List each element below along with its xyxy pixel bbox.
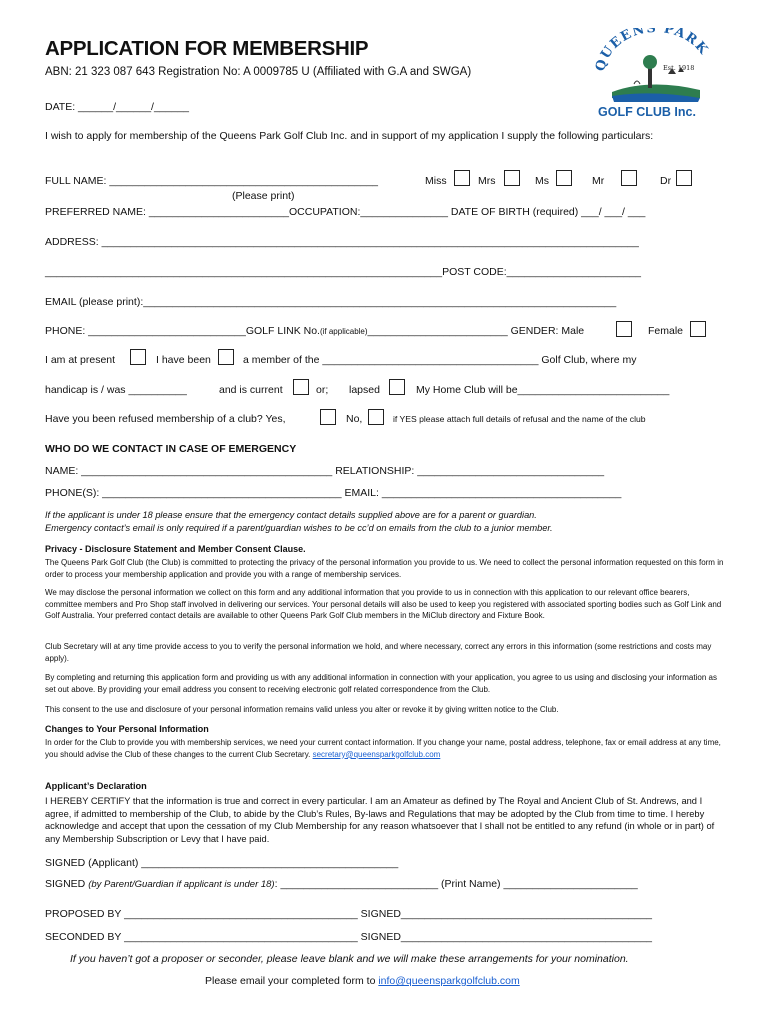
lapsed-label: lapsed xyxy=(349,384,380,396)
title-mr-label: Mr xyxy=(592,175,605,187)
phone-golflink-field[interactable] xyxy=(45,325,584,337)
at-present-checkbox[interactable] xyxy=(130,349,146,365)
svg-text:QUEENS PARK: QUEENS PARK xyxy=(593,28,712,74)
date-field[interactable]: DATE: ______/______/______ xyxy=(45,101,190,113)
privacy-paragraph-4: By completing and returning this application form and providing us with any additional information in connection with your application, you agree to us using and disclosing your information as set out above. By providing your email address you consent to receiving electronic golf related correspondence from the Club. xyxy=(45,673,717,694)
refused-instructions: if YES please attach full details of refusal and the name of the club xyxy=(393,414,646,424)
emergency-heading: WHO DO WE CONTACT IN CASE OF EMERGENCY xyxy=(45,443,297,455)
changes-heading: Changes to Your Personal Information xyxy=(45,724,209,734)
title-dr-label: Dr xyxy=(660,175,672,187)
declaration-heading: Applicant’s Declaration xyxy=(45,781,147,791)
member-of-club-field[interactable]: a member of the _____________________________________ Golf Club, where my xyxy=(243,354,637,366)
logo-club-text: GOLF CLUB Inc. xyxy=(598,105,696,119)
is-current-label: and is current xyxy=(219,384,283,396)
signed-parent-label: SIGNED xyxy=(45,878,89,890)
full-name-field[interactable]: FULL NAME: ______________________________________________ xyxy=(45,175,378,187)
signed-parent-print-name: : ___________________________ (Print Name) _______________________ xyxy=(274,878,638,890)
privacy-paragraph-1: The Queens Park Golf Club (the Club) is committed to protecting the privacy of the personal information you provide to us. We need to collect the personal information requested on this form in order to process your membership application and provide you with a range of membership services. xyxy=(45,558,724,579)
signed-applicant-field[interactable]: SIGNED (Applicant) ____________________________________________ xyxy=(45,857,399,869)
abn-registration-line: ABN: 21 323 087 643 Registration No: A 0009785 U (Affiliated with G.A and SWGA) xyxy=(45,66,472,78)
title-miss-label: Miss xyxy=(425,175,447,187)
phone-label: PHONE: ___________________________GOLF LINK No. xyxy=(45,325,320,337)
title-ms-label: Ms xyxy=(535,175,549,187)
emergency-name-relationship-field[interactable]: NAME: ___________________________________________ RELATIONSHIP: ________________________________ xyxy=(45,465,605,477)
emergency-note-email: Emergency contact’s email is only required if a parent/guardian wishes to be cc’d on emails from the club to a junior member. xyxy=(45,523,553,533)
title-ms-checkbox[interactable] xyxy=(556,170,572,186)
signed-parent-note: (by Parent/Guardian if applicant is under 18) xyxy=(88,879,275,890)
privacy-paragraph-2: We may disclose the personal information we collect on this form and any additional information that you provide to us in connection with this application to our relevant office bearers, committee members and Pro Shop staff involved in delivering our services. Your personal details will also be used to keep you registered with associated sporting bodies such as Golf Link and Golf Australia. Your preferred contact details are available to other Queens Park Golf Club members in the MiClub directory and Fixture Book. xyxy=(45,588,722,621)
title-mr-checkbox[interactable] xyxy=(621,170,637,186)
please-print-note: (Please print) xyxy=(232,190,295,202)
title-mrs-label: Mrs xyxy=(478,175,496,187)
title-miss-checkbox[interactable] xyxy=(454,170,470,186)
intro-text: I wish to apply for membership of the Queens Park Golf Club Inc. and in support of my application I supply the following particulars: xyxy=(45,130,654,142)
title-dr-checkbox[interactable] xyxy=(676,170,692,186)
privacy-paragraph-3: Club Secretary will at any time provide access to you to verify the personal information we hold, and where necessary, correct any errors in this information (some restrictions and costs may apply). xyxy=(45,642,712,663)
refused-yes-checkbox[interactable] xyxy=(320,409,336,425)
refused-no-checkbox[interactable] xyxy=(368,409,384,425)
email-field[interactable]: EMAIL (please print):_________________________________________________________________________________ xyxy=(45,296,617,308)
logo-est-text: Est. 1918 xyxy=(663,64,695,72)
at-present-label: I am at present xyxy=(45,354,116,366)
address-field[interactable]: ADDRESS: ____________________________________________________________________________________________ xyxy=(45,236,639,248)
have-been-checkbox[interactable] xyxy=(218,349,234,365)
gender-female-checkbox[interactable] xyxy=(690,321,706,337)
refused-no-label: No, xyxy=(346,413,363,425)
female-label: Female xyxy=(648,325,684,337)
title-mrs-checkbox[interactable] xyxy=(504,170,520,186)
emergency-phone-email-field[interactable]: PHONE(S): _________________________________________ EMAIL: _________________________________________ xyxy=(45,487,622,499)
privacy-heading: Privacy - Disclosure Statement and Member Consent Clause. xyxy=(45,544,306,554)
refused-question: Have you been refused membership of a club? Yes, xyxy=(45,413,286,425)
club-logo xyxy=(590,28,720,120)
postcode-field[interactable]: ____________________________________________________________________POST CODE:_______________________ xyxy=(45,266,641,278)
declaration-text: I HEREBY CERTIFY that the information is true and correct in every particular. I am an Amateur as defined by The Royal and Ancient Club of St. Andrews, and I agree, if admitted to membership of the Club, to abide by the Club’s Rules, By-laws and Regulations that may be adopted by the Club from time to time. I hereby acknowledge and accept that upon the cessation of my Club Membership for any reason whatsoever that I shall not be entitled to any refund (in whole or in part) of any Membership Subscription or Levy that I have paid. xyxy=(45,796,715,844)
gender-label: ________________________ GENDER: Male xyxy=(367,325,585,337)
handicap-field[interactable]: handicap is / was __________ xyxy=(45,384,187,396)
lapsed-checkbox[interactable] xyxy=(389,379,405,395)
changes-text-body: In order for the Club to provide you with membership services, we need your current contact information. If you change your name, postal address, telephone, fax or email address at any time, you should advise the Club of these changes to the current Club Secretary. xyxy=(45,738,721,759)
emergency-note-under-18: If the applicant is under 18 please ensure that the emergency contact details supplied above are for a parent or guardian. xyxy=(45,510,537,520)
privacy-paragraph-5: This consent to the use and disclosure of your personal information remains valid unless you alter or revoke it by giving written notice to the Club. xyxy=(45,705,559,714)
or-label: or; xyxy=(316,384,329,396)
logo-emblem-icon xyxy=(590,28,720,120)
changes-text xyxy=(45,737,725,760)
page-title: APPLICATION FOR MEMBERSHIP xyxy=(45,37,369,60)
footer-nomination-note: If you haven’t got a proposer or seconder, please leave blank and we will make these arrangements for your nomination. xyxy=(70,953,629,965)
is-current-checkbox[interactable] xyxy=(293,379,309,395)
signed-parent-field[interactable] xyxy=(45,878,638,890)
gender-male-checkbox[interactable] xyxy=(616,321,632,337)
if-applicable-note: (if applicable) xyxy=(319,327,368,336)
footer-email-prefix: Please email your completed form to xyxy=(205,975,379,987)
proposed-by-field[interactable]: PROPOSED BY ________________________________________ SIGNED___________________________________________ xyxy=(45,908,653,920)
info-email-link[interactable]: info@queensparkgolfclub.com xyxy=(378,975,520,987)
secretary-email-link[interactable]: secretary@queensparkgolfclub.com xyxy=(312,749,441,759)
seconded-by-field[interactable]: SECONDED BY ________________________________________ SIGNED___________________________________________ xyxy=(45,931,653,943)
home-club-field[interactable]: My Home Club will be__________________________ xyxy=(416,384,670,396)
footer-email-line xyxy=(205,975,520,987)
preferred-name-occupation-dob-field[interactable]: PREFERRED NAME: ________________________OCCUPATION:_______________ DATE OF BIRTH (required) ___/ ___/ ___ xyxy=(45,206,646,218)
have-been-label: I have been xyxy=(156,354,211,366)
